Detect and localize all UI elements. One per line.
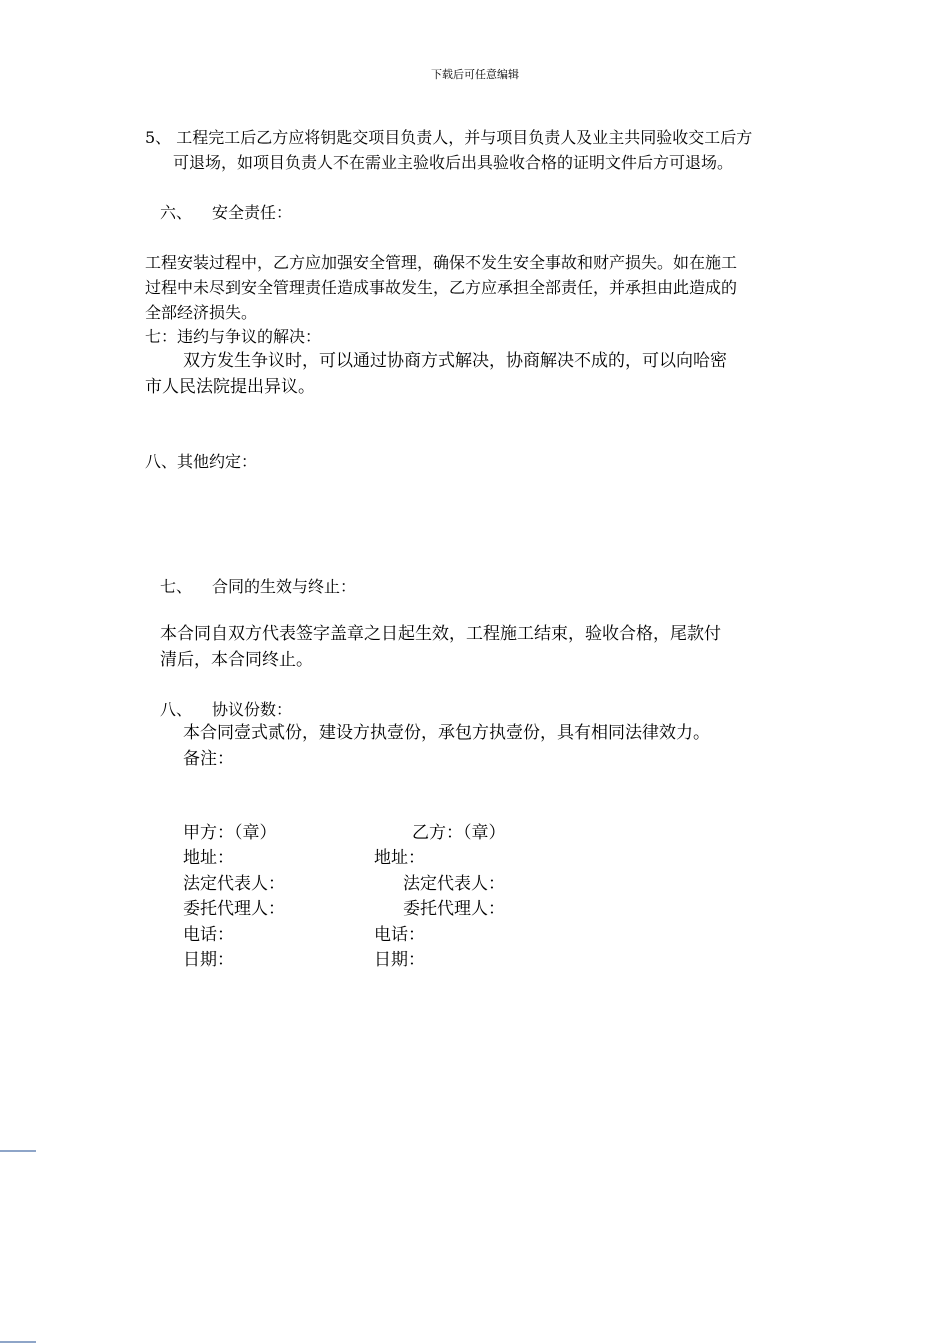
section-7a-heading: 七：违约与争议的解决： (145, 327, 322, 346)
section-6-number: 六、 (160, 203, 193, 222)
section-6-line-3: 全部经济损失。 (145, 303, 258, 322)
party-a-name: 甲方：（章） (183, 823, 277, 843)
clause-5-line-2: 可退场，如项目负责人不在需业主验收后出具验收合格的证明文件后方可退场。 (173, 153, 734, 172)
section-7b-line-2: 清后，本合同终止。 (160, 650, 313, 670)
party-b-legal-rep: 法定代表人： (403, 874, 505, 894)
section-7a-line-1: 双方发生争议时，可以通过协商方式解决，协商解决不成的，可以向哈密 (183, 351, 727, 371)
section-8b-number: 八、 (160, 700, 193, 719)
party-b-agent: 委托代理人： (403, 899, 505, 919)
party-a-phone: 电话： (183, 925, 234, 945)
party-b-name: 乙方：（章） (412, 823, 506, 843)
party-b-phone: 电话： (374, 925, 425, 945)
section-8b-note: 备注： (183, 749, 234, 769)
section-7a-line-2: 市人民法院提出异议。 (145, 377, 315, 397)
page-margin-marker (0, 1150, 36, 1152)
clause-5-line-1: 5、 工程完工后乙方应将钥匙交项目负责人，并与项目负责人及业主共同验收交工后方 (145, 128, 753, 147)
party-a-address: 地址： (183, 848, 234, 868)
section-6-line-2: 过程中未尽到安全管理责任造成事故发生，乙方应承担全部责任，并承担由此造成的 (145, 278, 738, 297)
page-header: 下载后可任意编辑 (431, 68, 519, 81)
section-7b-title: 合同的生效与终止： (212, 577, 357, 596)
section-8b-title: 协议份数： (212, 700, 293, 719)
section-6-title: 安全责任： (212, 203, 293, 222)
page-margin-marker-bottom (0, 1341, 36, 1343)
party-a-date: 日期： (183, 950, 234, 970)
section-8a-heading: 八、其他约定： (145, 452, 258, 471)
party-b-date: 日期： (374, 950, 425, 970)
section-7b-line-1: 本合同自双方代表签字盖章之日起生效，工程施工结束，验收合格，尾款付 (160, 624, 721, 644)
section-8b-line-1: 本合同壹式贰份，建设方执壹份，承包方执壹份，具有相同法律效力。 (183, 723, 710, 743)
party-a-legal-rep: 法定代表人： (183, 874, 285, 894)
party-b-address: 地址： (374, 848, 425, 868)
party-a-agent: 委托代理人： (183, 899, 285, 919)
section-6-line-1: 工程安装过程中，乙方应加强安全管理，确保不发生安全事故和财产损失。如在施工 (145, 253, 738, 272)
section-7b-number: 七、 (160, 577, 193, 596)
